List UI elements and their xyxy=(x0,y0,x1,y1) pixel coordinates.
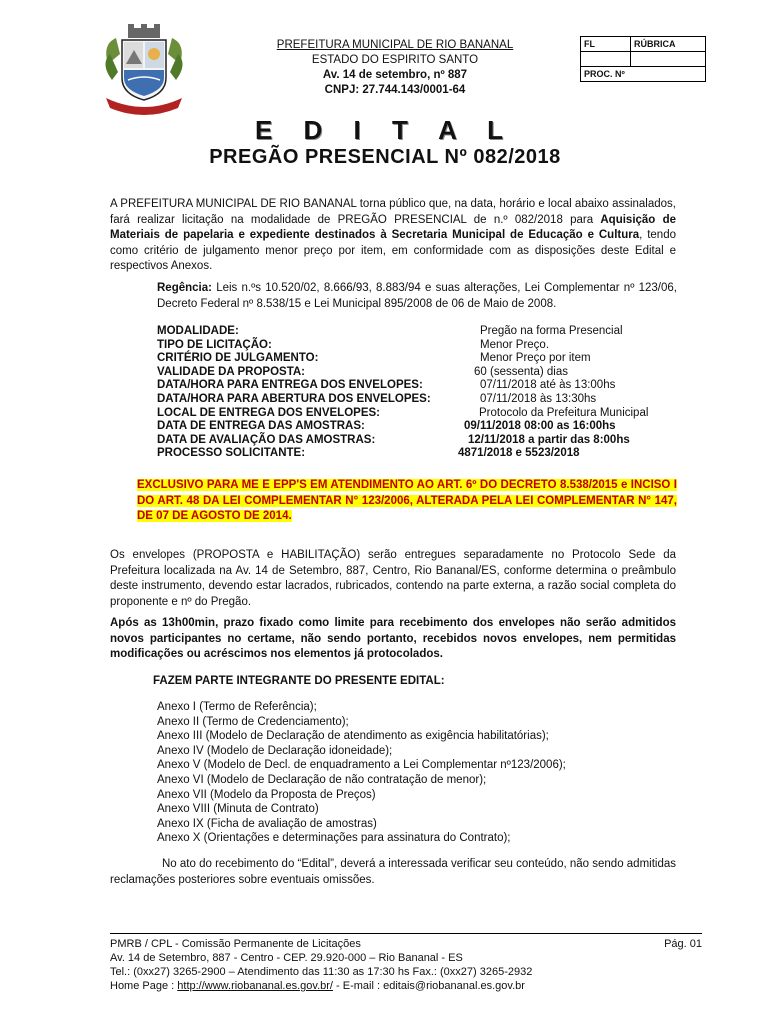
regencia-text: Leis n.ºs 10.520/02, 8.666/93, 8.883/94 e suas alterações, Lei Complementar nº 123/06, Decreto Federal nº 8.538/15 e Lei Municipal 895/2008 de 06 de Maio de 2008. xyxy=(157,282,677,310)
detail-row xyxy=(157,379,677,393)
detail-value: 12/11/2018 a partir das 8:00hs xyxy=(468,433,630,446)
regencia-label: Regência: xyxy=(157,282,212,294)
intro-object: Aquisição de Materiais de papelaria e expediente destinados à Secretaria Municipal de Educação e Cultura xyxy=(110,213,677,241)
footer-contact xyxy=(110,979,702,993)
detail-row xyxy=(157,407,677,421)
header-address: Av. 14 de setembro, nº 887 xyxy=(322,69,468,81)
page-footer xyxy=(110,933,702,993)
rubrica-label: RÚBRICA xyxy=(631,37,706,52)
annex-heading: FAZEM PARTE INTEGRANTE DO PRESENTE EDITAL: xyxy=(153,675,445,687)
detail-value: 07/11/2018 até às 13:00hs xyxy=(480,379,616,392)
footer-phone: Tel.: (0xx27) 3265-2900 – Atendimento das 11:30 as 17:30 hs Fax.: (0xx27) 3265-2932 xyxy=(110,966,533,978)
municipal-crest-logo xyxy=(98,24,190,116)
procurement-details xyxy=(157,325,677,461)
detail-value: Pregão na forma Presencial xyxy=(480,325,623,337)
detail-label: TIPO DE LICITAÇÃO: xyxy=(157,338,272,351)
home-page-link[interactable]: http://www.riobananal.es.gov.br/ xyxy=(177,980,333,992)
detail-row xyxy=(157,420,677,434)
detail-label: VALIDADE DA PROPOSTA: xyxy=(157,365,306,378)
detail-row xyxy=(157,352,677,366)
detail-value: Menor Preço. xyxy=(480,338,550,351)
detail-row xyxy=(157,366,677,380)
footer-commission: PMRB / CPL - Comissão Permanente de Licitações xyxy=(110,938,361,950)
list-item: Anexo IV (Modelo de Declaração idoneidade); xyxy=(157,744,393,757)
detail-label: DATA/HORA PARA ENTREGA DOS ENVELOPES: xyxy=(157,379,423,392)
header-municipality: PREFEITURA MUNICIPAL DE RIO BANANAL xyxy=(276,39,514,51)
list-item: Anexo I (Termo de Referência); xyxy=(157,701,317,713)
detail-value: 4871/2018 e 5523/2018 xyxy=(458,447,580,460)
intro-paragraph xyxy=(110,197,676,275)
detail-value: 07/11/2018 às 13:30hs xyxy=(480,392,597,405)
intro-text-start: A PREFEITURA MUNICIPAL DE RIO BANANAL torna público que, na data, horário e local abaixo assinalados, fará realizar licitação na modalidade de PREGÃO PRESENCIAL de n.º 082/2018 para xyxy=(110,198,676,226)
intro-text-end: , tendo como critério de julgamento menor preço por item, em conformidade com as disposições deste Edital e respectivos Anexos. xyxy=(110,229,676,272)
document-subtitle: PREGÃO PRESENCIAL Nº 082/2018 xyxy=(209,146,561,168)
regencia-paragraph xyxy=(157,281,677,312)
list-item: Anexo V (Modelo de Decl. de enquadramento a Lei Complementar nº123/2006); xyxy=(157,759,566,772)
detail-row xyxy=(157,393,677,407)
detail-label: LOCAL DE ENTREGA DOS ENVELOPES: xyxy=(157,406,380,419)
letterhead xyxy=(240,38,550,98)
list-item: Anexo III (Modelo de Declaração de atendimento as exigência habilitatórias); xyxy=(157,730,549,743)
exclusive-notice-text: EXCLUSIVO PARA ME E EPP'S EM ATENDIMENTO AO ART. 6º DO DECRETO 8.538/2015 e INCISO I DO ART. 48 DA LEI COMPLEMENTAR N° 123/2006, ALTERADA PELA LEI COMPLEMENTAR N° 147, DE 07 DE AGOSTO DE 2014. xyxy=(137,479,677,522)
list-item: Anexo II (Termo de Credenciamento); xyxy=(157,715,349,728)
process-number-label: PROC. Nº xyxy=(581,67,706,82)
envelopes-paragraph: Os envelopes (PROPOSTA e HABILITAÇÃO) serão entregues separadamente no Protocolo Sede da Prefeitura localizada na Av. 14 de Setembro, 887, Centro, Rio Bananal/ES, conforme determina o preâmbulo deste instrumento, devendo estar lacrados, rubricados, contendo na parte externa, a razão social completa do proponente e nº do Pregão. xyxy=(110,549,676,608)
list-item: Anexo VI (Modelo de Declaração de não contratação de menor); xyxy=(157,773,487,786)
home-page-label: Home Page : xyxy=(110,980,178,992)
detail-value: Protocolo da Prefeitura Municipal xyxy=(479,406,649,419)
closing-paragraph: No ato do recebimento do “Edital”, deverá a interessada verificar seu conteúdo, não sendo admitidas reclamações posteriores sobre eventuais omissões. xyxy=(110,858,676,886)
detail-label: DATA DE AVALIAÇÃO DAS AMOSTRAS: xyxy=(157,433,376,446)
annex-list xyxy=(157,700,566,846)
folio-label: FL xyxy=(581,37,631,52)
list-item: Anexo X (Orientações e determinações para assinatura do Contrato); xyxy=(157,832,511,845)
detail-row xyxy=(157,434,677,448)
folio-stamp-box xyxy=(580,36,706,82)
detail-label: PROCESSO SOLICITANTE: xyxy=(157,447,306,460)
detail-row xyxy=(157,447,677,461)
exclusive-notice xyxy=(137,478,677,525)
detail-value: Menor Preço por item xyxy=(480,352,591,365)
detail-value: 60 (sessenta) dias xyxy=(474,365,568,378)
detail-value: 09/11/2018 08:00 as 16:00hs xyxy=(464,420,616,433)
detail-label: DATA DE ENTREGA DAS AMOSTRAS: xyxy=(157,420,365,433)
list-item: Anexo VIII (Minuta de Contrato) xyxy=(157,803,319,816)
email-address[interactable]: editais@riobananal.es.gov.br xyxy=(383,980,525,992)
footer-address: Av. 14 de Setembro, 887 - Centro - CEP. 29.920-000 – Rio Bananal - ES xyxy=(110,952,463,964)
email-label: - E-mail : xyxy=(332,980,384,992)
list-item: Anexo VII (Modelo da Proposta de Preços) xyxy=(157,788,376,801)
header-cnpj: CNPJ: 27.744.143/0001-64 xyxy=(324,84,466,96)
detail-row xyxy=(157,339,677,353)
detail-row xyxy=(157,325,677,339)
detail-label: MODALIDADE: xyxy=(157,325,239,337)
list-item: Anexo IX (Ficha de avaliação de amostras) xyxy=(157,817,377,830)
deadline-paragraph: Após as 13h00min, prazo fixado como limite para recebimento dos envelopes não serão admitidos novos participantes no certame, não sendo portanto, recebidos novos envelopes, nem permitidas modificações ou acréscimos nos elementos já protocolados. xyxy=(110,617,676,660)
detail-label: CRITÉRIO DE JULGAMENTO: xyxy=(157,352,319,365)
document-title: E D I T A L xyxy=(254,115,516,145)
header-state: ESTADO DO ESPIRITO SANTO xyxy=(311,54,479,66)
detail-label: DATA/HORA PARA ABERTURA DOS ENVELOPES: xyxy=(157,392,431,405)
page-number: Pág. 01 xyxy=(664,938,702,950)
